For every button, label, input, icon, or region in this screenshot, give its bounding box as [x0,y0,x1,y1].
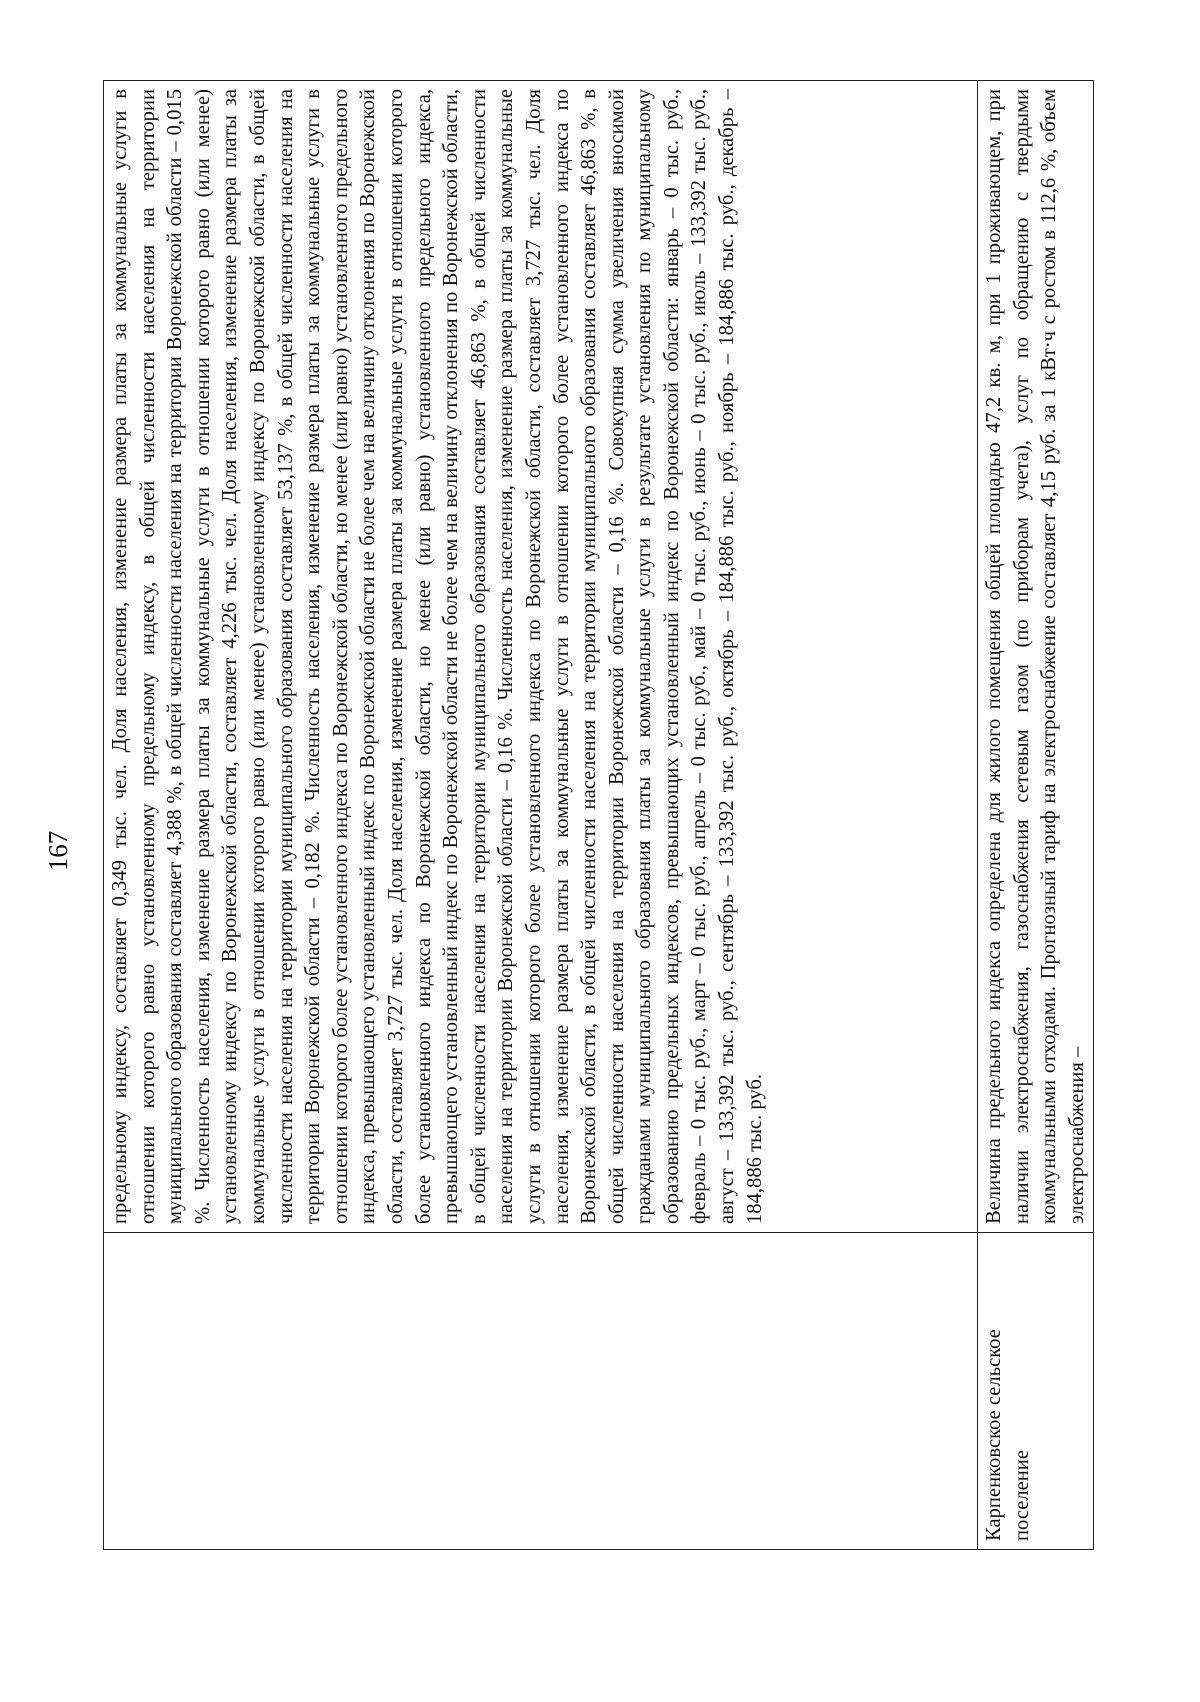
page-number: 167 [43,830,73,872]
municipality-name-cell [104,1233,978,1550]
municipality-name-cell: Карпенковское сельское поселение [978,1233,1094,1550]
municipality-description-cell: Величина предельного индекса определена для жилого помещения общей площадью 47,2 кв. м, при 1 проживающем, при наличии электроснабжения, газоснабжения сетевым газом (по приборам учета), услуг по обращению с твердыми коммунальными отходами. Прогнозный тариф на электроснабжение составляет 4,15 руб. за 1 кВт·ч с ростом в 112,6 %, объем электроснабжения – [978,81,1094,1233]
table-row [978,81,1094,1550]
municipality-index-table [103,80,1094,1550]
table-row [104,81,978,1550]
municipality-description-cell: предельному индексу, составляет 0,349 тыс. чел. Доля населения, изменение размера платы за коммунальные услуги в отношении которого равно установленному предельному индексу, в общей численности населения на территории муниципального образования составляет 4,388 %, в общей численности населения на территории Воронежской области – 0,015 %. Численность населения, изменение размера платы за коммунальные услуги в отношении которого равно (или менее) установленному индексу по Воронежской области, составляет 4,226 тыс. чел. Доля населения, изменение размера платы за коммунальные услуги в отношении которого равно (или менее) установленному индексу по Воронежской области, в общей численности населения на территории муниципального образования составляет 53,137 %, в общей численности населения на территории Воронежской области – 0,182 %. Численность населения, изменение размера платы за коммунальные услуги в отношении которого более установленного индекса по Воронежской области, но менее (или равно) установленного предельного индекса, превышающего установленный индекс по Воронежской области не более чем на величину отклонения по Воронежской области, составляет 3,727 тыс. чел. Доля населения, изменение размера платы за коммунальные услуги в отношении которого более установленного индекса по Воронежской области, но менее (или равно) установленного предельного индекса, превышающего установленный индекс по Воронежской области не более чем на величину отклонения по Воронежской области, в общей численности населения на территории муниципального образования составляет 46,863 %, в общей численности населения на территории Воронежской области – 0,16 %. Численность населения, изменение размера платы за коммунальные услуги в отношении которого более установленного индекса по Воронежской области, составляет 3,727 тыс. чел. Доля населения, изменение размера платы за коммунальные услуги в отношении которого более установленного индекса по Воронежской области, в общей численности населения на территории муниципального образования составляет 46,863 %, в общей численности населения на территории Воронежской области – 0,16 %. Совокупная сумма увеличения вносимой гражданами муниципального образования платы за коммунальные услуги в результате установления по муниципальному образованию предельных индексов, превышающих установленный индекс по Воронежской области: январь – 0 тыс. руб., февраль – 0 тыс. руб., март – 0 тыс. руб., апрель – 0 тыс. руб., май – 0 тыс. руб., июнь – 0 тыс. руб., июль – 133,392 тыс. руб., август – 133,392 тыс. руб., сентябрь – 133,392 тыс. руб., октябрь – 184,886 тыс. руб., ноябрь – 184,886 тыс. руб., декабрь – 184,886 тыс. руб. [104,81,978,1233]
